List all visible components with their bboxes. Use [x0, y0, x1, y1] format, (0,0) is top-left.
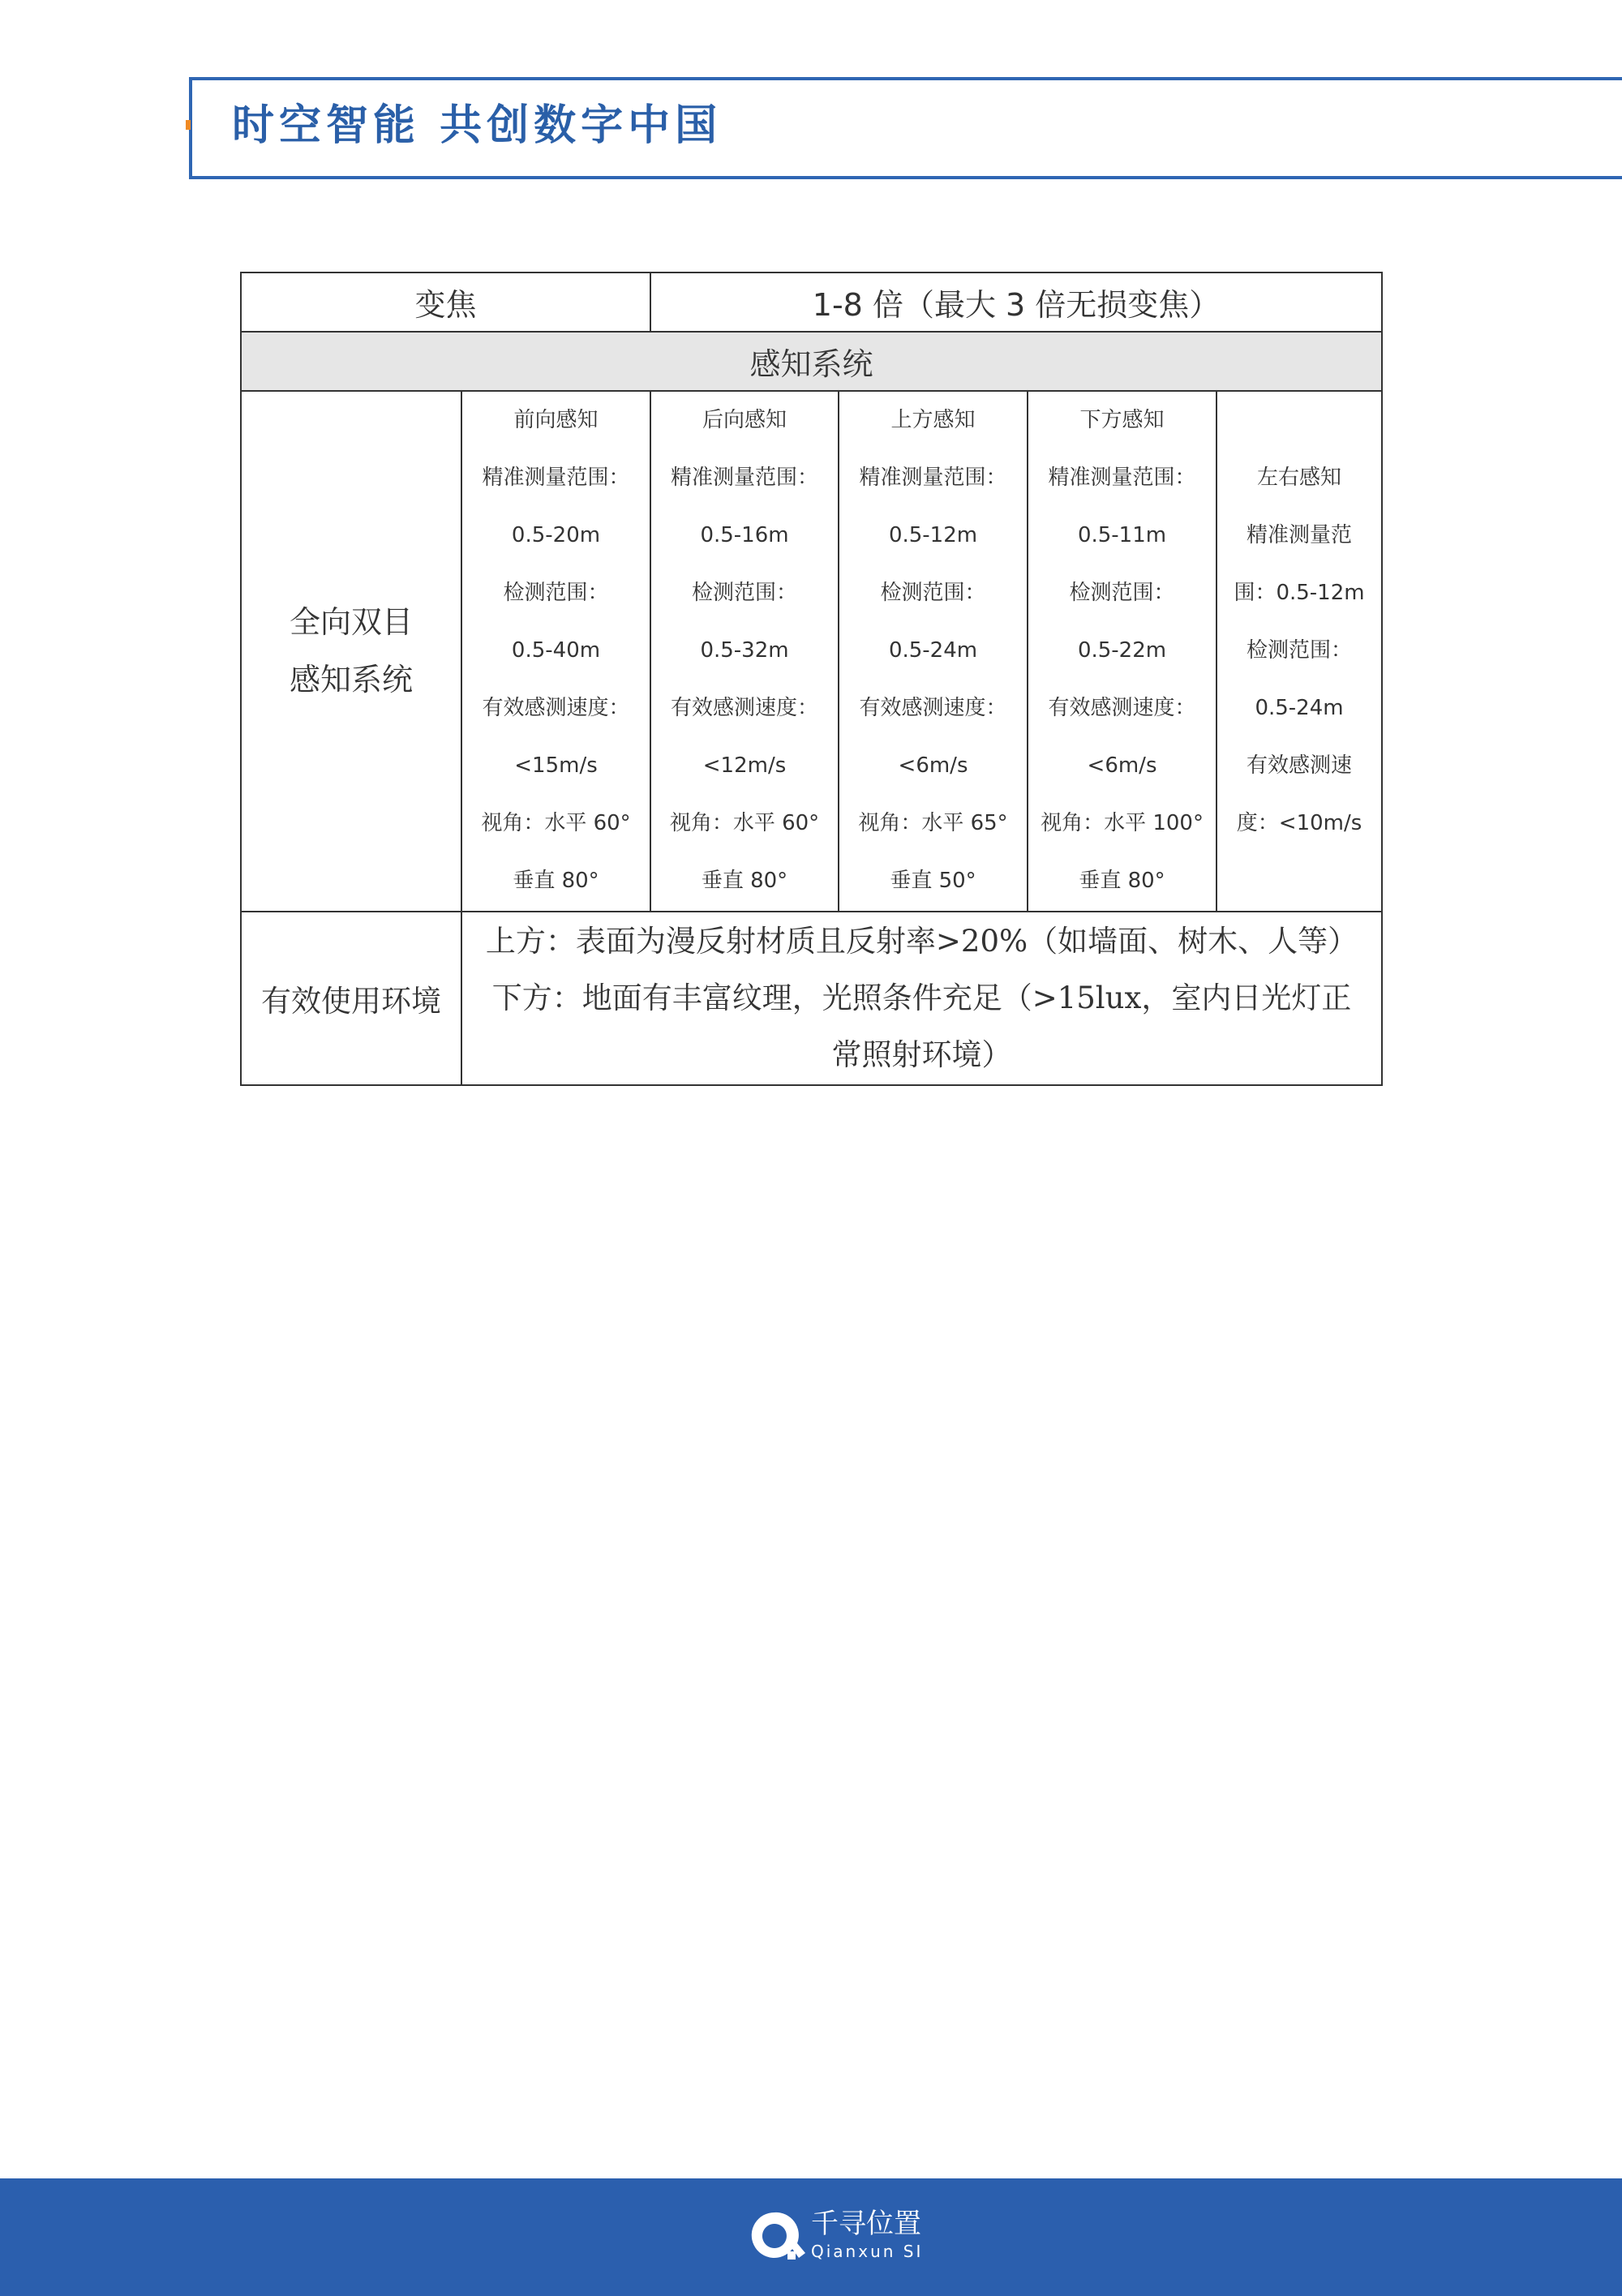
sense-line: <12m/s	[702, 753, 787, 778]
sense-line: 有效感测速度：	[1048, 696, 1196, 720]
zoom-label: 变焦	[241, 273, 650, 332]
sense-line: <6m/s	[1087, 753, 1157, 778]
sense-line: 垂直 80°	[513, 869, 599, 893]
header-accent-mark	[186, 120, 191, 130]
sense-line: 垂直 80°	[701, 869, 788, 893]
brand-name-cn: 千寻位置	[811, 2208, 921, 2240]
sense-line: 精准测量范围：	[1048, 466, 1196, 490]
environment-line-bottom: 下方：地面有丰富纹理，光照条件充足（>15lux，室内日光灯正	[491, 981, 1352, 1015]
sense-line: <6m/s	[898, 753, 968, 778]
section-title: 感知系统	[241, 332, 1382, 391]
sense-line: 检测范围：	[1069, 581, 1175, 605]
qianxun-logo-icon	[742, 2204, 807, 2269]
sense-line: 0.5-40m	[511, 638, 601, 663]
environment-label: 有效使用环境	[241, 912, 461, 1085]
sense-line: 有效感测速度：	[482, 696, 630, 720]
perception-row	[241, 391, 1382, 912]
sense-line: 视角：水平 65°	[858, 811, 1008, 835]
sense-line: 围：0.5-12m	[1234, 581, 1365, 605]
sense-line: 检测范围：	[880, 581, 986, 605]
sense-line: 有效感测速度：	[671, 696, 819, 720]
sense-line: 后向感知	[702, 408, 787, 432]
sense-line: 0.5-32m	[700, 638, 789, 663]
sense-column-top	[839, 391, 1028, 912]
sense-column-front	[461, 391, 650, 912]
sense-line: 有效感测速	[1247, 753, 1353, 778]
sense-line	[1217, 392, 1381, 449]
sense-line: 垂直 50°	[890, 869, 976, 893]
perception-label-line2: 感知系统	[289, 662, 413, 697]
environment-line-end: 常照射环境）	[831, 1037, 1012, 1072]
spec-table-body	[240, 272, 1383, 1086]
sense-line	[1217, 852, 1381, 910]
sense-line: 精准测量范	[1247, 523, 1353, 547]
sense-line: 左右感知	[1257, 466, 1342, 490]
environment-line-top: 上方：表面为漫反射材质且反射率>20%（如墙面、树木、人等）	[485, 924, 1358, 959]
perception-label-line1: 全向双目	[289, 604, 413, 640]
sense-line: 视角：水平 60°	[481, 811, 631, 835]
sense-column-bottom	[1028, 391, 1216, 912]
sense-line: 检测范围：	[692, 581, 798, 605]
sense-line: 视角：水平 100°	[1041, 811, 1204, 835]
sense-line: <15m/s	[514, 753, 598, 778]
sense-line: 下方感知	[1079, 408, 1165, 432]
sense-line: 0.5-20m	[511, 523, 601, 547]
zoom-row	[241, 273, 1382, 332]
sense-column-rear	[650, 391, 839, 912]
sense-line: 精准测量范围：	[671, 466, 819, 490]
sense-line: 0.5-24m	[1255, 696, 1344, 720]
sense-line: 检测范围：	[1247, 638, 1353, 663]
brand-name-en: Qianxun SI	[811, 2242, 924, 2261]
section-header-row	[241, 332, 1382, 391]
sense-line: 0.5-11m	[1077, 523, 1167, 547]
sense-line: 0.5-22m	[1077, 638, 1167, 663]
sense-column-sides	[1216, 391, 1382, 912]
sense-line: 0.5-16m	[700, 523, 789, 547]
sense-line: 精准测量范围：	[482, 466, 630, 490]
sense-line: 视角：水平 60°	[669, 811, 820, 835]
environment-text	[461, 912, 1382, 1085]
sense-line: 有效感测速度：	[859, 696, 1007, 720]
sense-line: 0.5-12m	[888, 523, 978, 547]
page-header-title: 时空智能 共创数字中国	[232, 101, 723, 150]
sense-line: 检测范围：	[503, 581, 609, 605]
sense-line: 前向感知	[513, 408, 599, 432]
sense-line: 0.5-24m	[888, 638, 978, 663]
environment-row	[241, 912, 1382, 1085]
sense-line: 垂直 80°	[1079, 869, 1165, 893]
sense-line: 度：<10m/s	[1236, 811, 1362, 835]
sense-line: 精准测量范围：	[859, 466, 1007, 490]
zoom-value: 1-8 倍（最大 3 倍无损变焦）	[650, 273, 1382, 332]
sense-line: 上方感知	[890, 408, 976, 432]
perception-label	[241, 391, 461, 912]
